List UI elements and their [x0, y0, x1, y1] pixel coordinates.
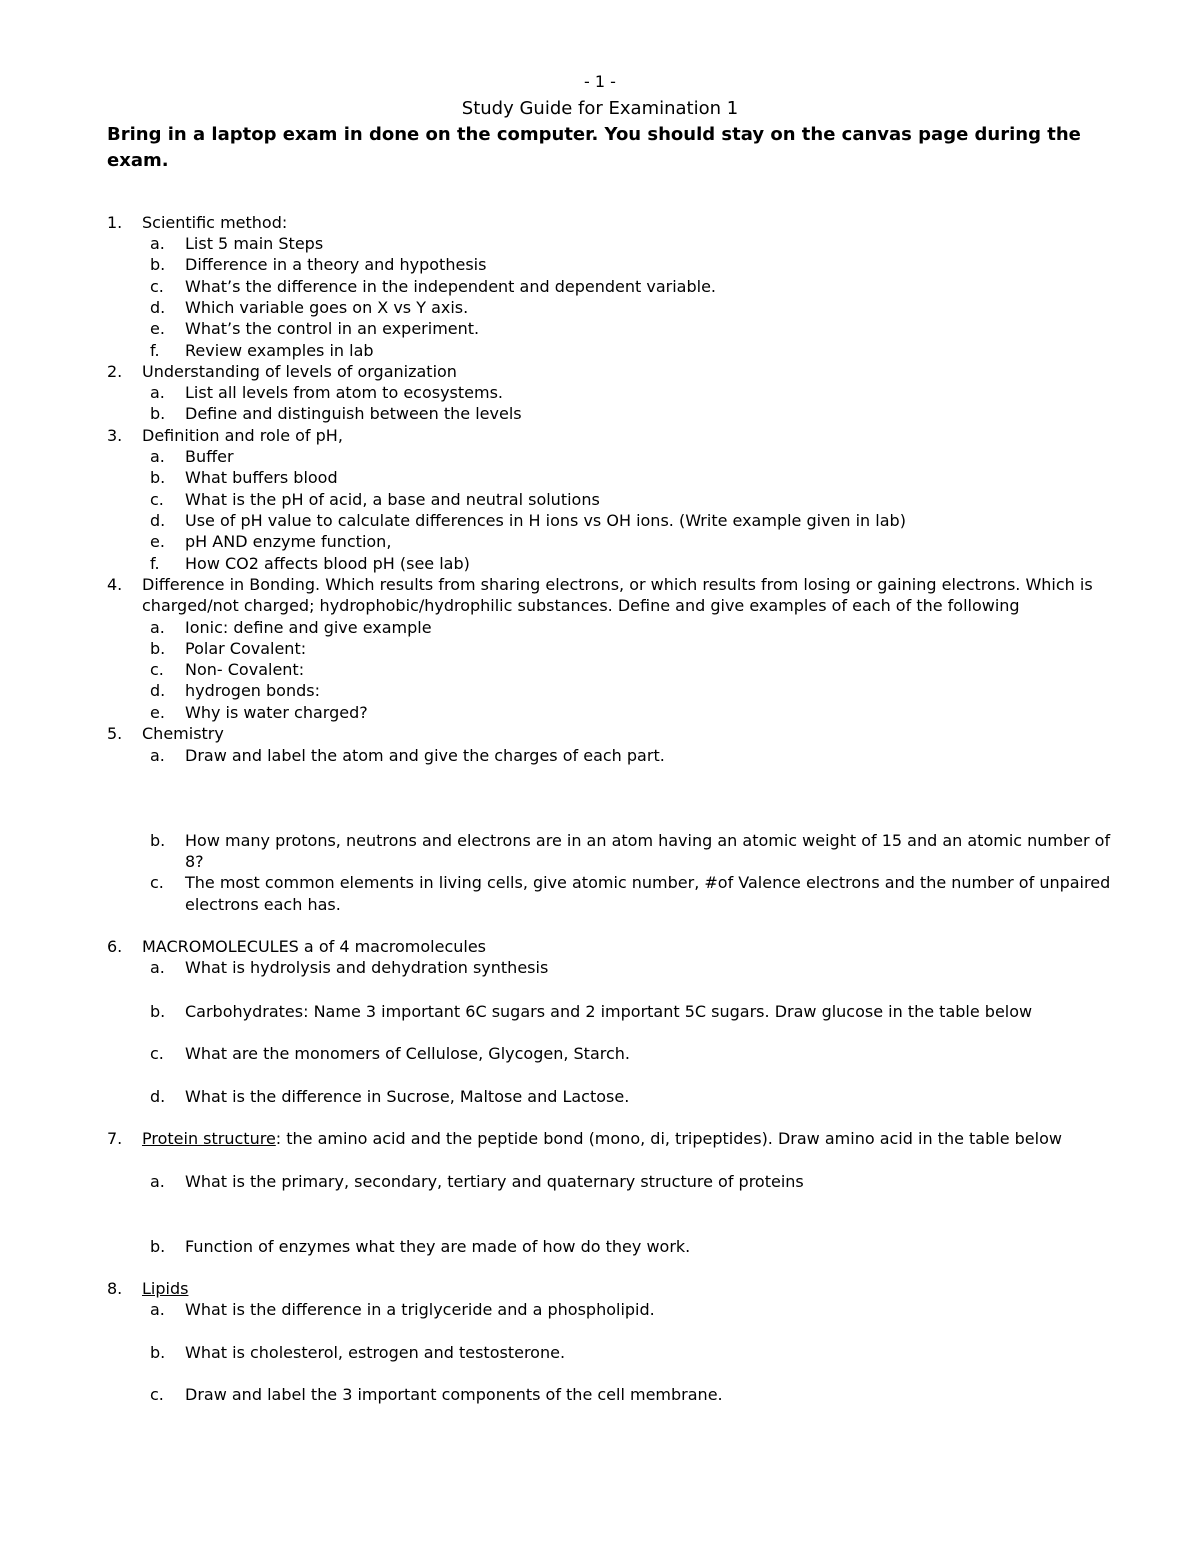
underlined-heading: Protein structure [142, 1129, 276, 1148]
item-letter: b. [150, 639, 166, 658]
item-text: What is hydrolysis and dehydration synthesis [185, 958, 549, 977]
page-title: Study Guide for Examination 1 [461, 98, 739, 119]
item-letter: d. [150, 681, 166, 700]
item-text: Define and distinguish between the levels [185, 404, 522, 423]
item-letter: e. [150, 532, 165, 551]
exam-instructions: Bring in a laptop exam in done on the computer. You should stay on the canvas page during the exam. [107, 124, 1081, 171]
item-letter: a. [150, 746, 165, 765]
item-text: Carbohydrates: Name 3 important 6C sugars and 2 important 5C sugars. Draw glucose in the table below [185, 1002, 1033, 1021]
item-letter: e. [150, 703, 165, 722]
item-text: What is the difference in Sucrose, Maltose and Lactose. [185, 1087, 630, 1106]
section-heading [142, 1128, 1062, 1149]
item-text: List 5 main Steps [185, 234, 324, 253]
item-text: Function of enzymes what they are made of how do they work. [185, 1237, 691, 1256]
item-text: What’s the difference in the independent and dependent variable. [185, 277, 716, 296]
item-text-continued: 8? [185, 852, 204, 871]
section-heading: Scientific method: [142, 213, 288, 232]
item-text: hydrogen bonds: [185, 681, 320, 700]
page-number: - 1 - [584, 72, 616, 91]
section-heading: MACROMOLECULES a of 4 macromolecules [142, 937, 487, 956]
item-text: Why is water charged? [185, 703, 368, 722]
item-letter: a. [150, 447, 165, 466]
section-number: 6. [107, 937, 123, 956]
item-letter: d. [150, 511, 166, 530]
item-text: Non- Covalent: [185, 660, 305, 679]
item-letter: b. [150, 831, 166, 850]
item-text: Use of pH value to calculate differences in H ions vs OH ions. (Write example given in lab) [185, 511, 906, 530]
item-text: The most common elements in living cells, give atomic number, #of Valence electrons and the number of unpaired [185, 873, 1111, 892]
item-letter: c. [150, 660, 164, 679]
item-letter: b. [150, 1343, 166, 1362]
section-heading: Understanding of levels of organization [142, 362, 457, 381]
section-heading-rest: : the amino acid and the peptide bond (mono, di, tripeptides). Draw amino acid in the table below [275, 1129, 1062, 1148]
item-text: What is the primary, secondary, tertiary and quaternary structure of proteins [185, 1172, 804, 1191]
item-text: What is the difference in a triglyceride and a phospholipid. [185, 1300, 655, 1319]
item-text: What’s the control in an experiment. [185, 319, 480, 338]
item-text: How CO2 affects blood pH (see lab) [185, 554, 470, 573]
item-text: Ionic: define and give example [185, 618, 432, 637]
section-number: 7. [107, 1129, 123, 1148]
item-text: What buffers blood [185, 468, 338, 487]
item-text: Which variable goes on X vs Y axis. [185, 298, 469, 317]
item-text-continued: electrons each has. [185, 895, 341, 914]
item-letter: a. [150, 958, 165, 977]
section-number: 3. [107, 426, 123, 445]
item-letter: c. [150, 277, 164, 296]
item-letter: c. [150, 1044, 164, 1063]
section-number: 4. [107, 575, 123, 594]
item-letter: e. [150, 319, 165, 338]
item-letter: c. [150, 873, 164, 892]
item-letter: b. [150, 1002, 166, 1021]
item-letter: b. [150, 404, 166, 423]
item-text: What are the monomers of Cellulose, Glycogen, Starch. [185, 1044, 630, 1063]
section-number: 2. [107, 362, 123, 381]
item-letter: f. [150, 554, 160, 573]
section-heading: Chemistry [142, 724, 224, 743]
item-letter: c. [150, 1385, 164, 1404]
item-letter: b. [150, 1237, 166, 1256]
item-text: Review examples in lab [185, 341, 374, 360]
item-text: What is cholesterol, estrogen and testosterone. [185, 1343, 566, 1362]
item-letter: a. [150, 234, 165, 253]
item-letter: b. [150, 468, 166, 487]
section-number: 8. [107, 1279, 123, 1298]
item-letter: b. [150, 255, 166, 274]
item-text: List all levels from atom to ecosystems. [185, 383, 504, 402]
item-letter: f. [150, 341, 160, 360]
section-number: 1. [107, 213, 123, 232]
section-heading-continued: charged/not charged; hydrophobic/hydrophilic substances. Define and give examples of each of the following [142, 596, 1020, 615]
underlined-heading: Lipids [142, 1279, 189, 1298]
item-letter: a. [150, 618, 165, 637]
item-letter: a. [150, 383, 165, 402]
item-text: pH AND enzyme function, [185, 532, 392, 551]
section-heading: Definition and role of pH, [142, 426, 343, 445]
item-letter: d. [150, 1087, 166, 1106]
item-text: Draw and label the 3 important components of the cell membrane. [185, 1385, 723, 1404]
item-text: Difference in a theory and hypothesis [185, 255, 487, 274]
item-text: Buffer [185, 447, 234, 466]
section-number: 5. [107, 724, 123, 743]
item-letter: a. [150, 1300, 165, 1319]
item-text: Polar Covalent: [185, 639, 307, 658]
item-letter: a. [150, 1172, 165, 1191]
item-letter: d. [150, 298, 166, 317]
item-text: What is the pH of acid, a base and neutral solutions [185, 490, 600, 509]
item-text: How many protons, neutrons and electrons are in an atom having an atomic weight of 15 and an atomic number of [185, 831, 1111, 850]
item-text: Draw and label the atom and give the charges of each part. [185, 746, 665, 765]
section-heading: Difference in Bonding. Which results from sharing electrons, or which results from losing or gaining electrons. Which is [142, 575, 1093, 594]
item-letter: c. [150, 490, 164, 509]
